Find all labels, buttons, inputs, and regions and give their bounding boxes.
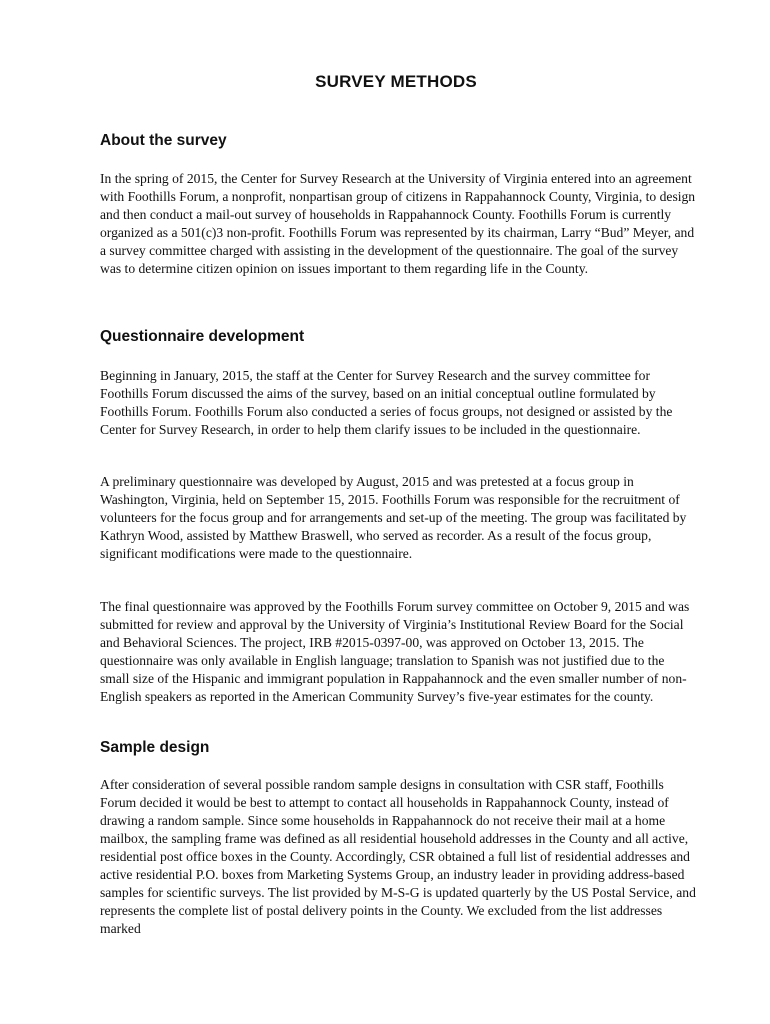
section-heading-questionnaire: Questionnaire development: [100, 328, 305, 345]
section-heading-about: About the survey: [100, 132, 227, 149]
page-title: SURVEY METHODS: [315, 72, 477, 91]
section-heading-sample: Sample design: [100, 739, 210, 756]
paragraph-about: In the spring of 2015, the Center for Survey Research at the University of Virginia entered into an agreement with Foothills Forum, a nonprofit, nonpartisan group of citizens in Rappahannock County, Virginia, to design and then conduct a mail-out survey of households in Rappahannock County. Foothills Forum is currently organized as a 501(c)3 non-profit. Foothills Forum was represented by its chairman, Larry “Bud” Meyer, and a survey committee charged with assisting in the development of the questionnaire. The goal of the survey was to determine citizen opinion on issues important to them regarding life in the County.: [100, 171, 696, 276]
paragraph-questionnaire-2: A preliminary questionnaire was developed by August, 2015 and was pretested at a focus group in Washington, Virginia, held on September 15, 2015. Foothills Forum was responsible for the recruitment of volunteers for the focus group and for arrangements and set-up of the meeting. The group was facilitated by Kathryn Wood, assisted by Matthew Braswell, who served as recorder. As a result of the focus group, significant modifications were made to the questionnaire.: [100, 474, 687, 561]
paragraph-questionnaire-1: Beginning in January, 2015, the staff at the Center for Survey Research and the survey committee for Foothills Forum discussed the aims of the survey, based on an initial conceptual outline formulated by Foothills Forum. Foothills Forum also conducted a series of focus groups, not designed or assisted by the Center for Survey Research, in order to help them clarify issues to be included in the questionnaire.: [100, 368, 673, 437]
paragraph-questionnaire-3: The final questionnaire was approved by the Foothills Forum survey committee on October 9, 2015 and was submitted for review and approval by the University of Virginia’s Institutional Review Board for the Social and Behavioral Sciences. The project, IRB #2015-0397-00, was approved on October 13, 2015. The questionnaire was only available in English language; translation to Spanish was not justified due to the small size of the Hispanic and immigrant population in Rappahannock and the even smaller number of non-English speakers as reported in the American Community Survey’s five-year estimates for the county.: [100, 599, 690, 704]
paragraph-sample-1: After consideration of several possible random sample designs in consultation with CSR staff, Foothills Forum decided it would be best to attempt to contact all households in Rappahannock County, instead of drawing a random sample. Since some households in Rappahannock do not receive their mail at a home mailbox, the sampling frame was defined as all residential household addresses in the County and all active, residential post office boxes in the County. Accordingly, CSR obtained a full list of residential addresses and active residential P.O. boxes from Marketing Systems Group, an industry leader in providing address-based samples for scientific surveys. The list provided by M-S-G is updated quarterly by the US Postal Service, and represents the complete list of postal delivery points in the County. We excluded from the list addresses marked: [100, 777, 696, 936]
